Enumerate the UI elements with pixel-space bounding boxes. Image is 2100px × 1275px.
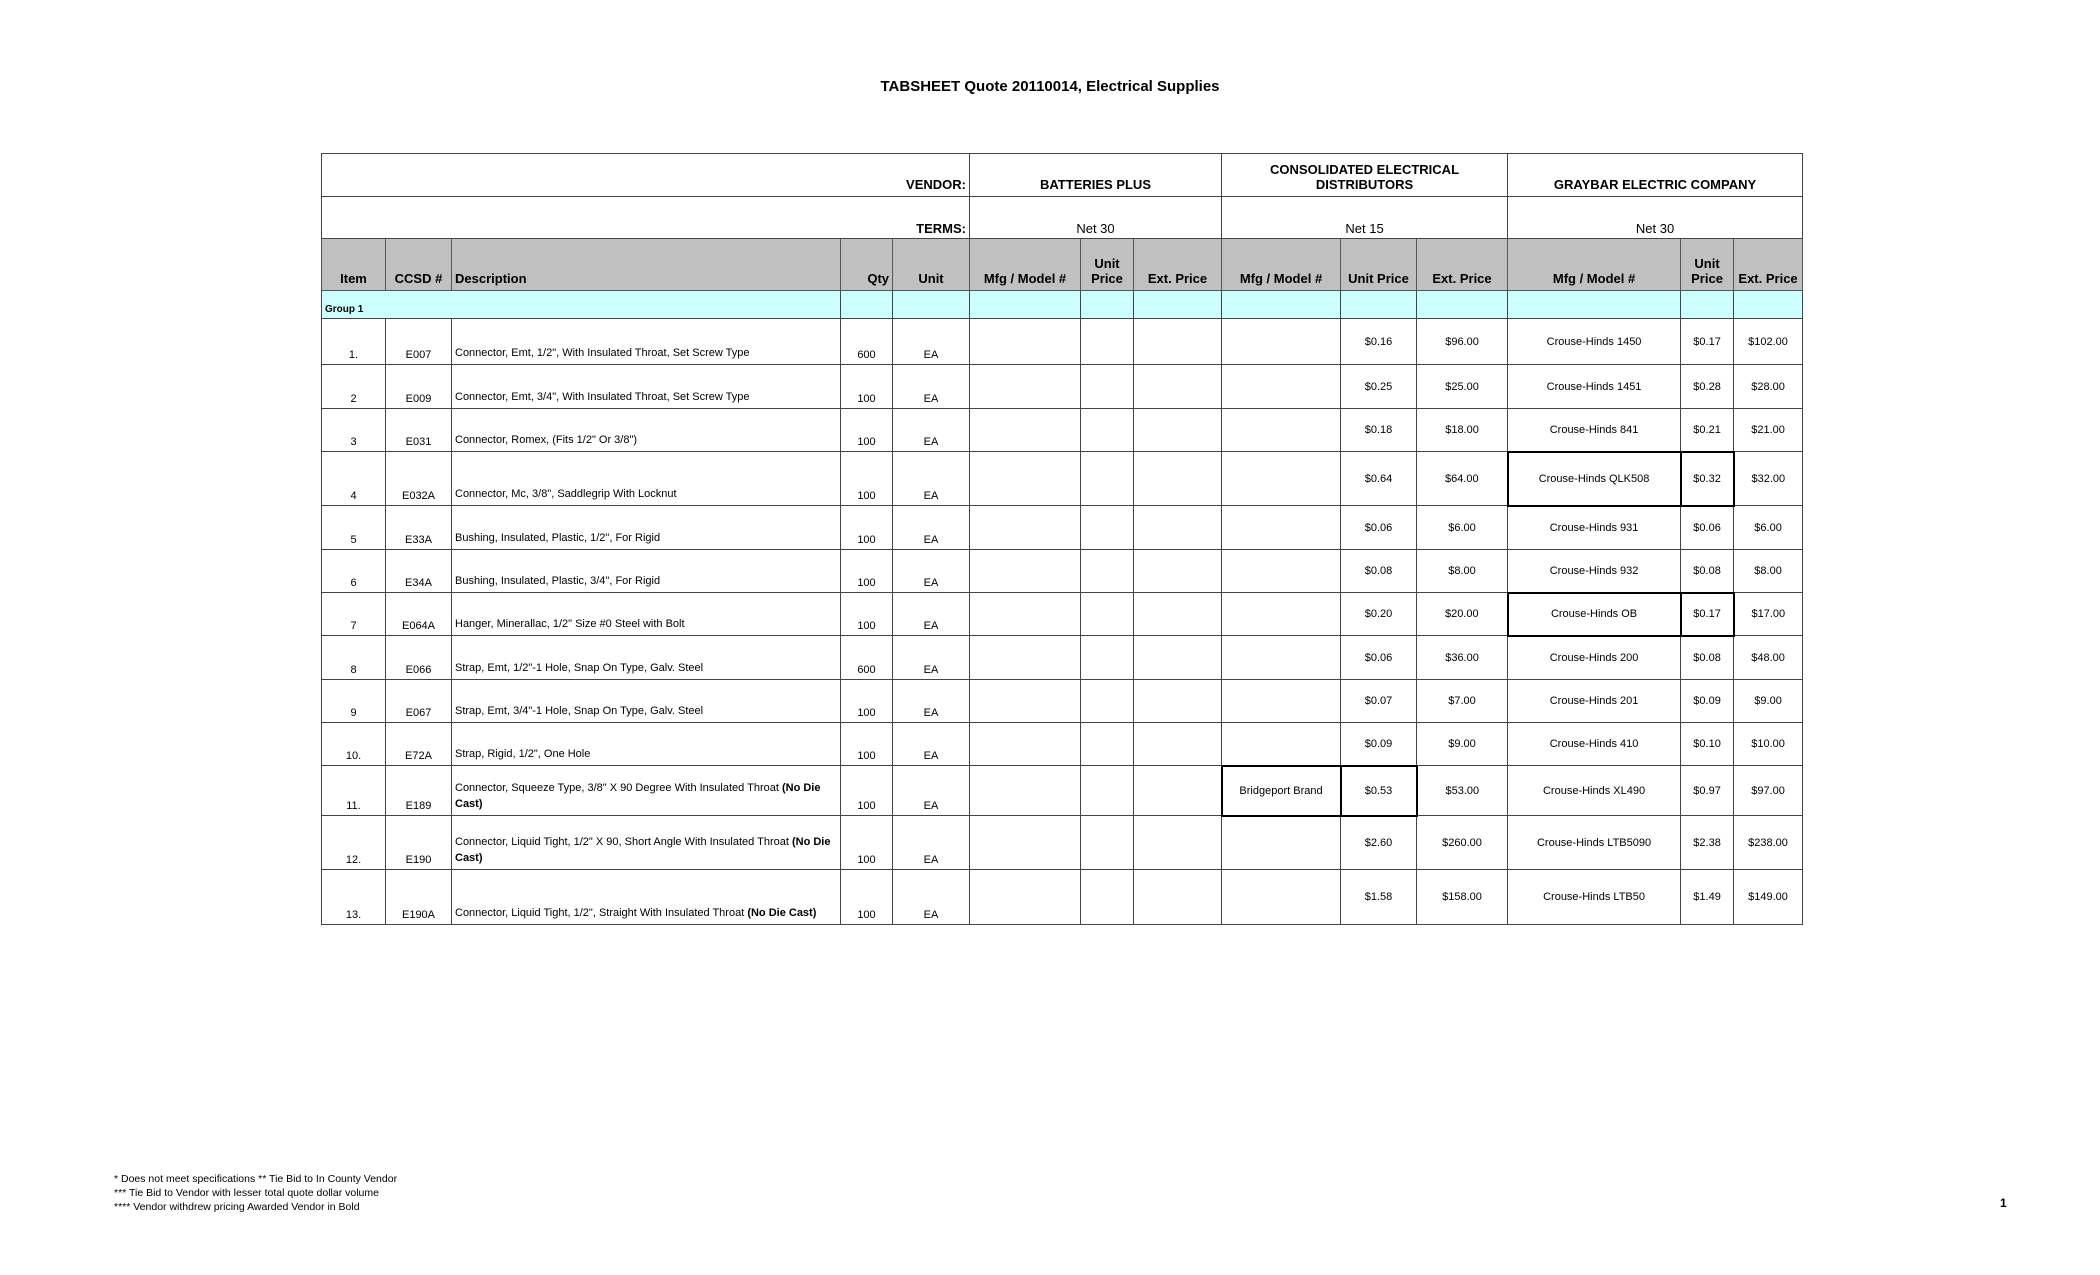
item-number: 4 xyxy=(322,452,386,506)
v1-unit-price xyxy=(1081,723,1134,766)
page-number: 1 xyxy=(2000,1196,2007,1210)
v2-unit-price: $0.16 xyxy=(1341,319,1417,365)
v2-ext-price: $64.00 xyxy=(1417,452,1508,506)
description-text: Bushing, Insulated, Plastic, 1/2", For Rigid xyxy=(455,532,661,544)
v1-ext-price xyxy=(1134,319,1222,365)
quantity: 100 xyxy=(841,365,893,409)
v2-ext-price: $9.00 xyxy=(1417,723,1508,766)
unit: EA xyxy=(893,593,970,636)
item-number: 13. xyxy=(322,870,386,925)
vendor-terms: Net 15 xyxy=(1222,197,1508,239)
v3-mfg: Crouse-Hinds 1450 xyxy=(1508,319,1681,365)
table-row xyxy=(322,550,1803,593)
v1-mfg xyxy=(970,506,1081,550)
quantity: 100 xyxy=(841,870,893,925)
v1-ext-price xyxy=(1134,766,1222,816)
col-v1-ext-price: Ext. Price xyxy=(1134,239,1222,291)
v2-unit-price: $0.07 xyxy=(1341,680,1417,723)
item-number: 8 xyxy=(322,636,386,680)
ccsd-number: E189 xyxy=(386,766,452,816)
v1-mfg xyxy=(970,723,1081,766)
v3-ext-price: $48.00 xyxy=(1734,636,1803,680)
ccsd-number: E032A xyxy=(386,452,452,506)
vendor-label: VENDOR: xyxy=(322,154,970,197)
item-number: 5 xyxy=(322,506,386,550)
tabsheet-table xyxy=(321,153,1803,925)
vendor-terms: Net 30 xyxy=(1508,197,1803,239)
col-ccsd: CCSD # xyxy=(386,239,452,291)
v3-unit-price: $0.28 xyxy=(1681,365,1734,409)
v2-ext-price: $18.00 xyxy=(1417,409,1508,452)
v3-ext-price: $9.00 xyxy=(1734,680,1803,723)
footnotes xyxy=(114,1172,397,1214)
description xyxy=(452,680,841,723)
footnote: * Does not meet specifications ** Tie Bid to In County Vendor xyxy=(114,1173,398,1185)
v1-mfg xyxy=(970,680,1081,723)
description-text: Strap, Rigid, 1/2", One Hole xyxy=(455,748,591,760)
v3-unit-price: $2.38 xyxy=(1681,816,1734,870)
v1-mfg xyxy=(970,766,1081,816)
v3-unit-price: $0.17 xyxy=(1681,593,1734,636)
v2-mfg xyxy=(1222,506,1341,550)
v1-mfg xyxy=(970,870,1081,925)
v3-ext-price: $32.00 xyxy=(1734,452,1803,506)
quantity: 100 xyxy=(841,816,893,870)
table-row xyxy=(322,506,1803,550)
v1-unit-price xyxy=(1081,766,1134,816)
v1-mfg xyxy=(970,550,1081,593)
quantity: 100 xyxy=(841,723,893,766)
v2-ext-price: $53.00 xyxy=(1417,766,1508,816)
description xyxy=(452,319,841,365)
v1-unit-price xyxy=(1081,636,1134,680)
quantity: 100 xyxy=(841,766,893,816)
v1-mfg xyxy=(970,593,1081,636)
v2-unit-price: $0.64 xyxy=(1341,452,1417,506)
v2-mfg xyxy=(1222,680,1341,723)
ccsd-number: E064A xyxy=(386,593,452,636)
ccsd-number: E190 xyxy=(386,816,452,870)
ccsd-number: E066 xyxy=(386,636,452,680)
v2-unit-price: $0.06 xyxy=(1341,506,1417,550)
description-text: Connector, Squeeze Type, 3/8" X 90 Degree With Insulated Throat xyxy=(455,782,782,794)
col-v1-mfg: Mfg / Model # xyxy=(970,239,1081,291)
v3-ext-price: $8.00 xyxy=(1734,550,1803,593)
description-text: Connector, Liquid Tight, 1/2", Straight With Insulated Throat xyxy=(455,907,748,919)
unit: EA xyxy=(893,409,970,452)
description xyxy=(452,766,841,816)
description-note: (No Die Cast) xyxy=(455,782,821,810)
unit: EA xyxy=(893,766,970,816)
unit: EA xyxy=(893,452,970,506)
quantity: 600 xyxy=(841,319,893,365)
description-text: Strap, Emt, 1/2"-1 Hole, Snap On Type, Galv. Steel xyxy=(455,662,704,674)
v1-unit-price xyxy=(1081,506,1134,550)
v2-ext-price: $96.00 xyxy=(1417,319,1508,365)
table-row xyxy=(322,723,1803,766)
table-row xyxy=(322,636,1803,680)
item-number: 2 xyxy=(322,365,386,409)
col-qty: Qty xyxy=(841,239,893,291)
v1-unit-price xyxy=(1081,319,1134,365)
v3-mfg: Crouse-Hinds 1451 xyxy=(1508,365,1681,409)
ccsd-number: E007 xyxy=(386,319,452,365)
col-unit: Unit xyxy=(893,239,970,291)
v2-ext-price: $25.00 xyxy=(1417,365,1508,409)
v3-ext-price: $102.00 xyxy=(1734,319,1803,365)
v3-ext-price: $97.00 xyxy=(1734,766,1803,816)
item-number: 7 xyxy=(322,593,386,636)
v1-unit-price xyxy=(1081,550,1134,593)
v1-ext-price xyxy=(1134,365,1222,409)
table-row xyxy=(322,319,1803,365)
v2-unit-price: $0.25 xyxy=(1341,365,1417,409)
col-v3-mfg: Mfg / Model # xyxy=(1508,239,1681,291)
description-text: Connector, Romex, (Fits 1/2" Or 3/8") xyxy=(455,434,638,446)
v1-mfg xyxy=(970,452,1081,506)
description-note: (No Die Cast) xyxy=(455,836,831,864)
page-title: TABSHEET Quote 20110014, Electrical Supplies xyxy=(880,78,1220,95)
v2-unit-price: $1.58 xyxy=(1341,870,1417,925)
unit: EA xyxy=(893,365,970,409)
v2-mfg xyxy=(1222,409,1341,452)
ccsd-number: E009 xyxy=(386,365,452,409)
v1-unit-price xyxy=(1081,409,1134,452)
v1-unit-price xyxy=(1081,816,1134,870)
v1-ext-price xyxy=(1134,680,1222,723)
table-row xyxy=(322,452,1803,506)
v1-ext-price xyxy=(1134,870,1222,925)
terms-row xyxy=(322,197,1803,239)
v2-ext-price: $8.00 xyxy=(1417,550,1508,593)
v2-mfg xyxy=(1222,816,1341,870)
col-description: Description xyxy=(452,239,841,291)
v3-mfg: Crouse-Hinds 841 xyxy=(1508,409,1681,452)
v2-mfg xyxy=(1222,319,1341,365)
v1-mfg xyxy=(970,636,1081,680)
item-number: 12. xyxy=(322,816,386,870)
v2-ext-price: $20.00 xyxy=(1417,593,1508,636)
v2-mfg xyxy=(1222,452,1341,506)
vendor-name: GRAYBAR ELECTRIC COMPANY xyxy=(1508,154,1803,197)
quantity: 600 xyxy=(841,636,893,680)
v2-unit-price: $0.08 xyxy=(1341,550,1417,593)
v2-mfg: Bridgeport Brand xyxy=(1222,766,1341,816)
table-row xyxy=(322,766,1803,816)
v1-unit-price xyxy=(1081,870,1134,925)
v3-unit-price: $0.32 xyxy=(1681,452,1734,506)
v3-unit-price: $0.08 xyxy=(1681,636,1734,680)
group-row xyxy=(322,291,1803,319)
quantity: 100 xyxy=(841,593,893,636)
v2-mfg xyxy=(1222,723,1341,766)
description-text: Bushing, Insulated, Plastic, 3/4", For Rigid xyxy=(455,575,661,587)
v1-ext-price xyxy=(1134,816,1222,870)
table-row xyxy=(322,680,1803,723)
description-text: Connector, Emt, 1/2", With Insulated Throat, Set Screw Type xyxy=(455,347,750,359)
v3-mfg: Crouse-Hinds 931 xyxy=(1508,506,1681,550)
description xyxy=(452,723,841,766)
col-v2-unit-price: Unit Price xyxy=(1341,239,1417,291)
description xyxy=(452,816,841,870)
v1-unit-price xyxy=(1081,593,1134,636)
col-item: Item xyxy=(322,239,386,291)
description xyxy=(452,870,841,925)
col-v1-unit-price: Unit Price xyxy=(1081,239,1134,291)
v3-mfg: Crouse-Hinds LTB5090 xyxy=(1508,816,1681,870)
v3-ext-price: $21.00 xyxy=(1734,409,1803,452)
quantity: 100 xyxy=(841,680,893,723)
description xyxy=(452,365,841,409)
ccsd-number: E067 xyxy=(386,680,452,723)
v2-ext-price: $7.00 xyxy=(1417,680,1508,723)
v1-ext-price xyxy=(1134,723,1222,766)
vendor-row xyxy=(322,154,1803,197)
item-number: 9 xyxy=(322,680,386,723)
ccsd-number: E190A xyxy=(386,870,452,925)
v1-ext-price xyxy=(1134,593,1222,636)
footnote: *** Tie Bid to Vendor with lesser total quote dollar volume xyxy=(114,1187,379,1199)
v2-ext-price: $36.00 xyxy=(1417,636,1508,680)
item-number: 6 xyxy=(322,550,386,593)
v3-ext-price: $238.00 xyxy=(1734,816,1803,870)
v1-ext-price xyxy=(1134,550,1222,593)
v1-mfg xyxy=(970,365,1081,409)
table-row xyxy=(322,816,1803,870)
vendor-terms: Net 30 xyxy=(970,197,1222,239)
table-row xyxy=(322,365,1803,409)
v3-ext-price: $10.00 xyxy=(1734,723,1803,766)
table-row xyxy=(322,409,1803,452)
col-v3-unit-price: Unit Price xyxy=(1681,239,1734,291)
v1-unit-price xyxy=(1081,452,1134,506)
v1-ext-price xyxy=(1134,452,1222,506)
v3-unit-price: $0.21 xyxy=(1681,409,1734,452)
quantity: 100 xyxy=(841,506,893,550)
v3-unit-price: $0.06 xyxy=(1681,506,1734,550)
v3-mfg: Crouse-Hinds QLK508 xyxy=(1508,452,1681,506)
ccsd-number: E72A xyxy=(386,723,452,766)
v2-ext-price: $260.00 xyxy=(1417,816,1508,870)
v2-ext-price: $6.00 xyxy=(1417,506,1508,550)
v3-unit-price: $0.97 xyxy=(1681,766,1734,816)
description-text: Connector, Liquid Tight, 1/2" X 90, Short Angle With Insulated Throat xyxy=(455,836,792,848)
v3-unit-price: $1.49 xyxy=(1681,870,1734,925)
quantity: 100 xyxy=(841,409,893,452)
group-label: Group 1 xyxy=(322,291,841,319)
v3-ext-price: $6.00 xyxy=(1734,506,1803,550)
v1-ext-price xyxy=(1134,409,1222,452)
v2-unit-price: $0.20 xyxy=(1341,593,1417,636)
unit: EA xyxy=(893,723,970,766)
unit: EA xyxy=(893,816,970,870)
quantity: 100 xyxy=(841,550,893,593)
v3-mfg: Crouse-Hinds 200 xyxy=(1508,636,1681,680)
ccsd-number: E33A xyxy=(386,506,452,550)
v3-mfg: Crouse-Hinds XL490 xyxy=(1508,766,1681,816)
description-text: Strap, Emt, 3/4"-1 Hole, Snap On Type, Galv. Steel xyxy=(455,705,704,717)
ccsd-number: E031 xyxy=(386,409,452,452)
description-note: (No Die Cast) xyxy=(747,907,817,919)
description xyxy=(452,636,841,680)
column-header-row xyxy=(322,239,1803,291)
col-v3-ext-price: Ext. Price xyxy=(1734,239,1803,291)
quantity: 100 xyxy=(841,452,893,506)
v1-mfg xyxy=(970,319,1081,365)
description xyxy=(452,550,841,593)
v3-ext-price: $17.00 xyxy=(1734,593,1803,636)
footnote: **** Vendor withdrew pricing Awarded Vendor in Bold xyxy=(114,1201,360,1213)
v3-mfg: Crouse-Hinds OB xyxy=(1508,593,1681,636)
unit: EA xyxy=(893,319,970,365)
vendor-name: CONSOLIDATED ELECTRICAL DISTRIBUTORS xyxy=(1222,154,1508,197)
v2-unit-price: $2.60 xyxy=(1341,816,1417,870)
v2-mfg xyxy=(1222,365,1341,409)
v3-ext-price: $149.00 xyxy=(1734,870,1803,925)
v2-unit-price: $0.18 xyxy=(1341,409,1417,452)
unit: EA xyxy=(893,550,970,593)
col-v2-ext-price: Ext. Price xyxy=(1417,239,1508,291)
unit: EA xyxy=(893,870,970,925)
v1-ext-price xyxy=(1134,636,1222,680)
v1-unit-price xyxy=(1081,680,1134,723)
v3-unit-price: $0.10 xyxy=(1681,723,1734,766)
v2-mfg xyxy=(1222,636,1341,680)
description xyxy=(452,506,841,550)
item-number: 10. xyxy=(322,723,386,766)
terms-label: TERMS: xyxy=(322,197,970,239)
unit: EA xyxy=(893,506,970,550)
description xyxy=(452,452,841,506)
description xyxy=(452,593,841,636)
v3-mfg: Crouse-Hinds 201 xyxy=(1508,680,1681,723)
description-text: Hanger, Minerallac, 1/2" Size #0 Steel with Bolt xyxy=(455,618,685,630)
unit: EA xyxy=(893,680,970,723)
table-row xyxy=(322,593,1803,636)
table-row xyxy=(322,870,1803,925)
v2-mfg xyxy=(1222,870,1341,925)
v2-mfg xyxy=(1222,550,1341,593)
v2-unit-price: $0.53 xyxy=(1341,766,1417,816)
item-number: 11. xyxy=(322,766,386,816)
item-number: 1. xyxy=(322,319,386,365)
v3-unit-price: $0.17 xyxy=(1681,319,1734,365)
v3-mfg: Crouse-Hinds LTB50 xyxy=(1508,870,1681,925)
description xyxy=(452,409,841,452)
col-v2-mfg: Mfg / Model # xyxy=(1222,239,1341,291)
v1-ext-price xyxy=(1134,506,1222,550)
vendor-name: BATTERIES PLUS xyxy=(970,154,1222,197)
v2-unit-price: $0.09 xyxy=(1341,723,1417,766)
v3-mfg: Crouse-Hinds 932 xyxy=(1508,550,1681,593)
line-items xyxy=(322,319,1803,925)
v2-mfg xyxy=(1222,593,1341,636)
v3-unit-price: $0.08 xyxy=(1681,550,1734,593)
unit: EA xyxy=(893,636,970,680)
v2-unit-price: $0.06 xyxy=(1341,636,1417,680)
v3-unit-price: $0.09 xyxy=(1681,680,1734,723)
ccsd-number: E34A xyxy=(386,550,452,593)
v1-mfg xyxy=(970,816,1081,870)
description-text: Connector, Mc, 3/8", Saddlegrip With Locknut xyxy=(455,488,677,500)
v1-unit-price xyxy=(1081,365,1134,409)
v1-mfg xyxy=(970,409,1081,452)
v3-ext-price: $28.00 xyxy=(1734,365,1803,409)
v2-ext-price: $158.00 xyxy=(1417,870,1508,925)
item-number: 3 xyxy=(322,409,386,452)
description-text: Connector, Emt, 3/4", With Insulated Throat, Set Screw Type xyxy=(455,391,750,403)
v3-mfg: Crouse-Hinds 410 xyxy=(1508,723,1681,766)
